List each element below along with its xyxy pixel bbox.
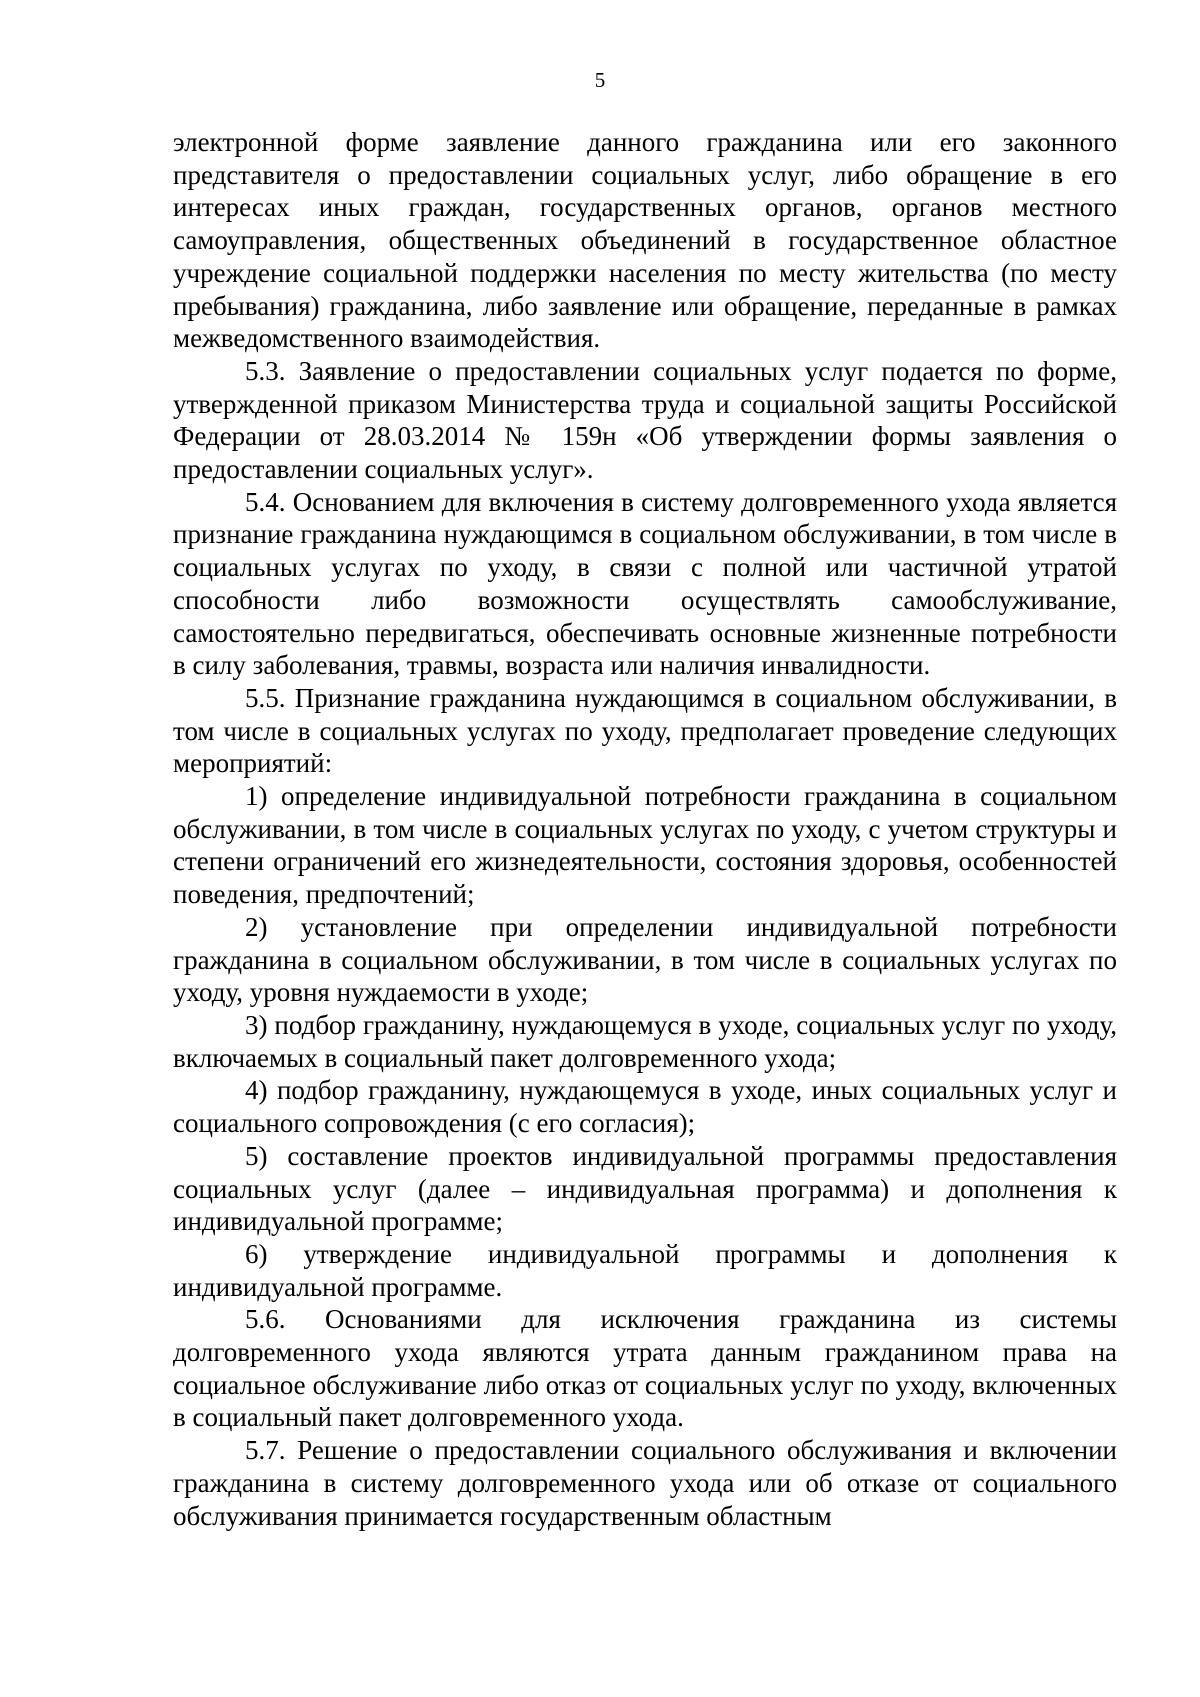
page-number: 5 [594,68,606,92]
paragraph-continuation: электронной форме заявление данного гражданина или его законного представителя о предоставлении социальных услуг, либо обращение в его интересах иных граждан, государственных органов, органов местного самоуправления, общественных объединений в государственное областное учреждение социальной поддержки населения по месту жительства (по месту пребывания) гражданина, либо заявление или обращение, переданные в рамках межведомственного взаимодействия. [173,127,1117,354]
paragraph-5-4: 5.4. Основанием для включения в систему долговременного ухода является признание гражданина нуждающимся в социальном обслуживании, в том числе в социальных услугах по уходу, в связи с полной или частичной утратой способности либо возможности осуществлять самообслуживание, самостоятельно передвигаться, обеспечивать основные жизненные потребности в силу заболевания, травмы, возраста или наличия инвалидности. [173,486,1117,681]
list-item-3: 3) подбор гражданину, нуждающемуся в уходе, социальных услуг по уходу, включаемых в социальный пакет долговременного ухода; [173,1009,1117,1073]
document-body [173,126,1117,1532]
paragraph-5-5: 5.5. Признание гражданина нуждающимся в социальном обслуживании, в том числе в социальных услугах по уходу, предполагает проведение следующих мероприятий: [173,682,1117,779]
paragraph-5-3: 5.3. Заявление о предоставлении социальных услуг подается по форме, утвержденной приказом Министерства труда и социальной защиты Российской Федерации от 28.03.2014 № 159н «Об утверждении формы заявления о предоставлении социальных услуг». [173,355,1117,485]
list-item-4: 4) подбор гражданину, нуждающемуся в уходе, иных социальных услуг и социального сопровождения (с его согласия); [173,1075,1117,1139]
paragraph-5-7: 5.7. Решение о предоставлении социального обслуживания и включении гражданина в систему долговременного ухода или об отказе от социального обслуживания принимается государственным областным [173,1435,1117,1531]
list-item-5: 5) составление проектов индивидуальной программы предоставления социальных услуг (далее – индивидуальная программа) и дополнения к индивидуальной программе; [173,1140,1117,1237]
list-item-1: 1) определение индивидуальной потребности гражданина в социальном обслуживании, в том числе в социальных услугах по уходу, с учетом структуры и степени ограничений его жизнедеятельности, состояния здоровья, особенностей поведения, предпочтений; [173,781,1117,910]
list-item-6: 6) утверждение индивидуальной программы и дополнения к индивидуальной программе. [173,1238,1117,1302]
list-item-2: 2) установление при определении индивидуальной потребности гражданина в социальном обслуживании, в том числе в социальных услугах по уходу, уровня нуждаемости в уходе; [173,911,1117,1008]
paragraph-5-6: 5.6. Основаниями для исключения гражданина из системы долговременного ухода являются утрата данным гражданином права на социальное обслуживание либо отказ от социальных услуг по уходу, включенных в социальный пакет долговременного ухода. [173,1304,1117,1433]
